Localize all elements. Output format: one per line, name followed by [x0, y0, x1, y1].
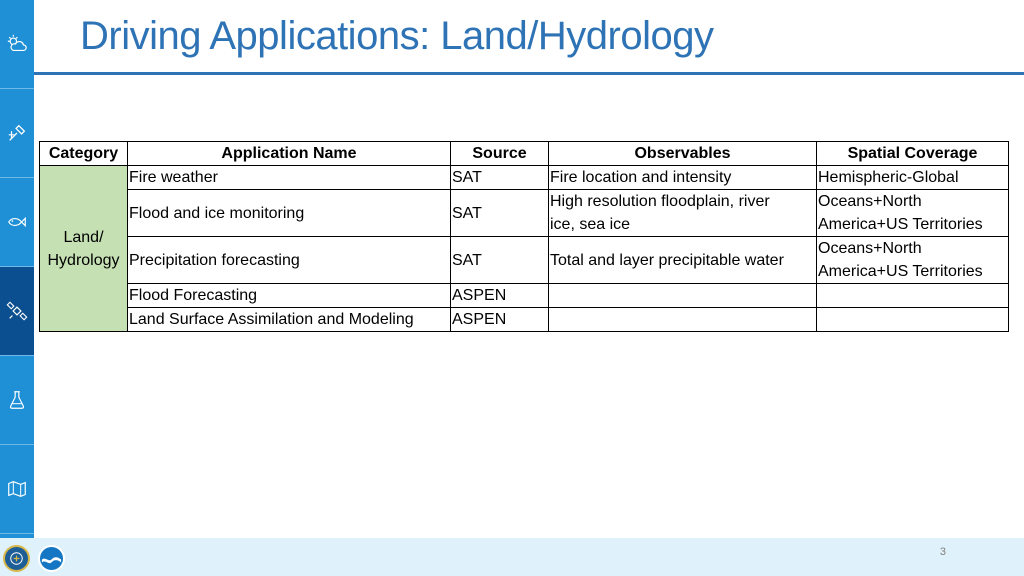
flask-icon [6, 389, 28, 411]
table-row [40, 308, 1009, 332]
fish-icon [6, 211, 28, 233]
map-icon [6, 478, 28, 500]
coverage-cell [817, 190, 1009, 237]
source-cell: ASPEN [451, 284, 549, 308]
header-category: Category [40, 142, 128, 166]
sidebar-item-satellite[interactable] [0, 267, 34, 356]
source-cell: ASPEN [451, 308, 549, 332]
table-row [40, 190, 1009, 237]
application-cell: Fire weather [128, 166, 451, 190]
sidebar-item-tools[interactable] [0, 89, 34, 178]
satellite-icon [6, 300, 28, 322]
header-coverage: Spatial Coverage [817, 142, 1009, 166]
source-cell: SAT [451, 166, 549, 190]
observables-line2: ice, sea ice [550, 216, 631, 233]
category-line1: Land/ [63, 228, 104, 246]
commerce-seal-logo [3, 545, 30, 572]
coverage-line1: Oceans+North [818, 193, 922, 210]
observables-cell [549, 284, 817, 308]
sidebar-item-map[interactable] [0, 445, 34, 534]
footer-bar [0, 538, 1024, 576]
coverage-line2: America+US Territories [818, 216, 983, 233]
title-divider [34, 72, 1024, 75]
table-row [40, 237, 1009, 284]
sidebar-item-weather[interactable] [0, 0, 34, 89]
sidebar [0, 0, 34, 538]
table-header-row [40, 142, 1009, 166]
observables-line1: Total and layer precipitable water [550, 251, 784, 269]
application-cell: Land Surface Assimilation and Modeling [128, 308, 451, 332]
coverage-cell [817, 166, 1009, 190]
category-cell [40, 166, 128, 332]
coverage-line2: America+US Territories [818, 263, 983, 280]
applications-table [39, 141, 1009, 332]
sidebar-item-fish[interactable] [0, 178, 34, 267]
tools-icon [6, 122, 28, 144]
header-observables: Observables [549, 142, 817, 166]
sidebar-item-flask[interactable] [0, 356, 34, 445]
observables-line1: Fire location and intensity [550, 169, 732, 186]
coverage-cell [817, 308, 1009, 332]
page-number: 3 [939, 546, 946, 558]
application-cell: Precipitation forecasting [128, 237, 451, 284]
observables-cell [549, 166, 817, 190]
coverage-cell [817, 237, 1009, 284]
coverage-line1: Oceans+North [818, 240, 922, 257]
category-line2: Hydrology [47, 251, 120, 269]
table-row [40, 166, 1009, 190]
source-cell: SAT [451, 190, 549, 237]
weather-icon [6, 33, 28, 55]
coverage-line1: Hemispheric-Global [818, 169, 959, 186]
table-row [40, 284, 1009, 308]
header-source: Source [451, 142, 549, 166]
observables-cell [549, 190, 817, 237]
noaa-logo [38, 545, 65, 572]
observables-cell [549, 308, 817, 332]
coverage-cell [817, 284, 1009, 308]
application-cell: Flood and ice monitoring [128, 190, 451, 237]
observables-line1: High resolution floodplain, river [550, 193, 770, 210]
observables-cell [549, 237, 817, 284]
header-application: Application Name [128, 142, 451, 166]
application-cell: Flood Forecasting [128, 284, 451, 308]
page-title: Driving Applications: Land/Hydrology [80, 14, 714, 58]
source-cell: SAT [451, 237, 549, 284]
